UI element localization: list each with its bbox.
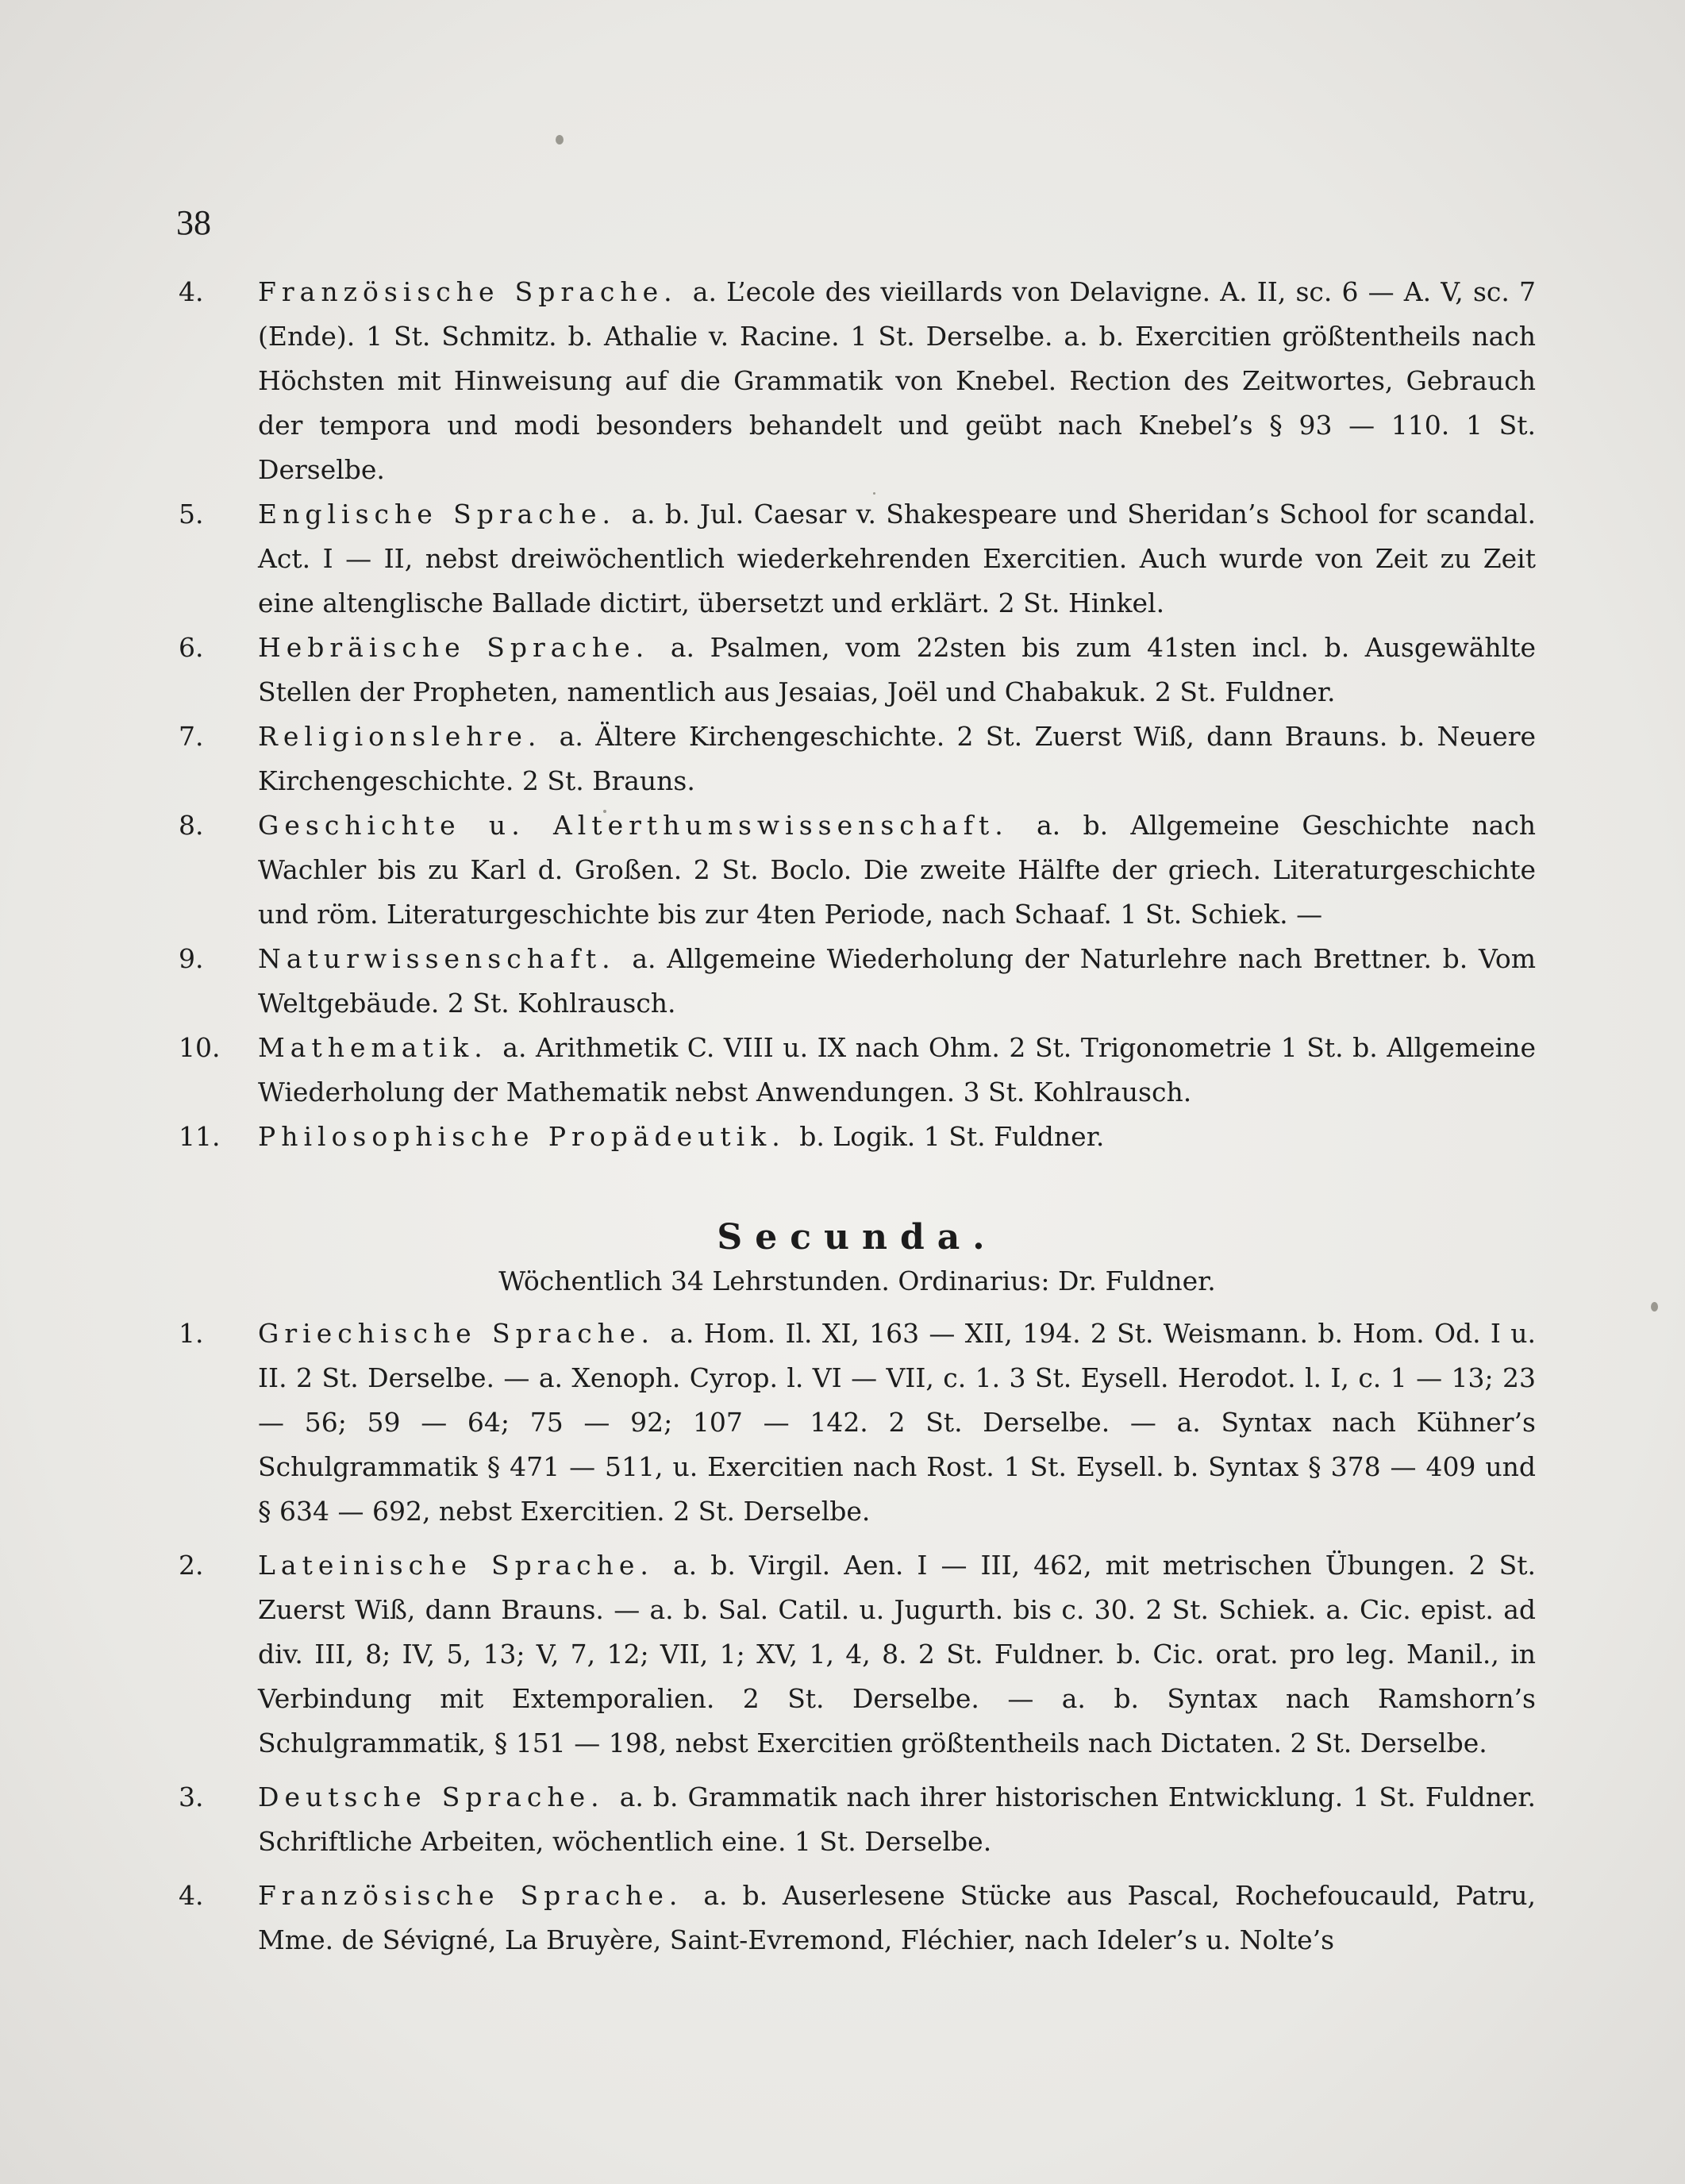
entry-subject: Philosophische Propädeutik. [258,1121,800,1152]
lesson-entry-geschichte [179,803,1536,937]
entry-text: a. b. Jul. Caesar v. Shakespeare und Sheridan’s School for scandal. Act. I — II, nebst dreiwöchentlich wiederkehrenden Exercitien. Auch wurde von Zeit zu Zeit eine altenglische Ballade dictirt, übersetzt und erklärt. 2 St. Hinkel. [258,499,1536,618]
lesson-entry-mathematik [179,1026,1536,1115]
entry-subject: Griechische Sprache. [258,1318,671,1349]
entry-subject: Deutsche Sprache. [258,1781,620,1812]
lesson-entry-philosophie [179,1115,1536,1159]
lesson-entry-hebraeisch [179,626,1536,715]
entry-number: 11. [179,1121,221,1152]
entry-text: a. Hom. Il. XI, 163 — XII, 194. 2 St. Weismann. b. Hom. Od. I u. II. 2 St. Derselbe. — a. Xenoph. Cyrop. l. VI — VII, c. 1. 3 St. Eysell. Herodot. l. I, c. 1 — 13; 23 — 56; 59 — 64; 75 — 92; 107 — 142. 2 St. Derselbe. — a. Syntax nach Kühner’s Schulgrammatik § 471 — 511, u. Exercitien nach Rost. 1 St. Eysell. b. Syntax § 378 — 409 und § 634 — 692, nebst Exercitien. 2 St. Derselbe. [258,1318,1537,1527]
entry-text: a. Arithmetik C. VIII u. IX nach Ohm. 2 St. Trigonometrie 1 St. b. Allgemeine Wiederholung der Mathematik nebst Anwendungen. 3 St. Kohlrausch. [258,1032,1536,1107]
entry-text: b. Logik. 1 St. Fuldner. [799,1121,1105,1152]
entry-number: 1. [179,1318,204,1349]
entry-text: a. Psalmen, vom 22sten bis zum 41sten incl. b. Ausgewählte Stellen der Propheten, namentlich aus Jesaias, Joël und Chabakuk. 2 St. Fuldner. [258,632,1536,707]
lesson-entry-griechisch [179,1312,1536,1534]
entry-subject: Lateinische Sprache. [258,1550,673,1581]
entry-subject: Religionslehre. [258,721,560,752]
lesson-entry-englisch [179,492,1536,626]
entry-number: 9. [179,943,204,974]
entry-number: 4. [179,1880,204,1911]
entry-text: a. b. Virgil. Aen. I — III, 462, mit metrischen Übungen. 2 St. Zuerst Wiß, dann Brauns. — a. b. Sal. Catil. u. Jugurth. bis c. 30. 2 St. Schiek. a. Cic. epist. ad div. III, 8; IV, 5, 13; V, 7, 12; VII, 1; XV, 1, 4, 8. 2 St. Fuldner. b. Cic. orat. pro leg. Manil., in Verbindung mit Extemporalien. 2 St. Derselbe. — a. b. Syntax nach Ramshorn’s Schulgrammatik, § 151 — 198, nebst Exercitien größtentheils nach Dictaten. 2 St. Derselbe. [258,1550,1537,1758]
entry-subject: Geschichte u. Alterthumswissenschaft. [258,810,1037,841]
entry-number: 6. [179,632,204,663]
entry-number: 2. [179,1550,204,1581]
text-block [179,270,1536,1972]
secunda-entries [179,1312,1536,1963]
entry-subject: Englische Sprache. [258,499,632,530]
entry-number: 7. [179,721,204,752]
prima-entries [179,270,1536,1159]
entry-number: 8. [179,810,204,841]
lesson-entry-naturwissenschaft [179,937,1536,1026]
entry-subject: Naturwissenschaft. [258,943,633,974]
entry-subject: Französische Sprache. [258,276,693,307]
lesson-entry-deutsch [179,1775,1536,1864]
entry-text: a. b. Grammatik nach ihrer historischen Entwicklung. 1 St. Fuldner. Schriftliche Arbeiten, wöchentlich eine. 1 St. Derselbe. [258,1781,1536,1857]
entry-number: 10. [179,1032,221,1063]
entry-number: 3. [179,1781,204,1812]
section-subtitle: Wöchentlich 34 Lehrstunden. Ordinarius: Dr. Fuldner. [498,1265,1216,1296]
entry-text: a. Ältere Kirchengeschichte. 2 St. Zuerst Wiß, dann Brauns. b. Neuere Kirchengeschichte. 2 St. Brauns. [258,721,1536,796]
entry-subject: Hebräische Sprache. [258,632,671,663]
entry-text: a. b. Allgemeine Geschichte nach Wachler bis zu Karl d. Großen. 2 St. Boclo. Die zweite Hälfte der griech. Literaturgeschichte und röm. Literaturgeschichte bis zur 4ten Periode, nach Schaaf. 1 St. Schiek. — [258,810,1536,930]
entry-subject: Mathematik. [258,1032,503,1063]
entry-text: a. L’ecole des vieillards von Delavigne. A. II, sc. 6 — A. V, sc. 7 (Ende). 1 St. Schmitz. b. Athalie v. Racine. 1 St. Derselbe. a. b. Exercitien größtentheils nach Höchsten mit Hinweisung auf die Grammatik von Knebel. Rection des Zeitwortes, Gebrauch der tempora und modi besonders behandelt und geübt nach Knebel’s § 93 — 110. 1 St. Derselbe. [258,276,1536,485]
entry-subject: Französische Sprache. [258,1880,704,1911]
entry-number: 4. [179,276,204,307]
entry-text: a. b. Auserlesene Stücke aus Pascal, Rochefoucauld, Patru, Mme. de Sévigné, La Bruyère, Saint-Evremond, Fléchier, nach Ideler’s u. Nolte’s [258,1880,1536,1955]
entry-number: 5. [179,499,204,530]
lesson-entry-franzoesisch-secunda [179,1874,1536,1963]
section-heading-secunda [179,1215,1536,1302]
lesson-entry-religion [179,715,1536,803]
lesson-entry-franzoesisch [179,270,1536,492]
page-number: 38 [176,203,211,242]
lesson-entry-lateinisch [179,1543,1536,1766]
entry-text: a. Allgemeine Wiederholung der Naturlehre nach Brettner. b. Vom Weltgebäude. 2 St. Kohlrausch. [258,943,1536,1019]
section-title: Secunda. [717,1217,998,1258]
